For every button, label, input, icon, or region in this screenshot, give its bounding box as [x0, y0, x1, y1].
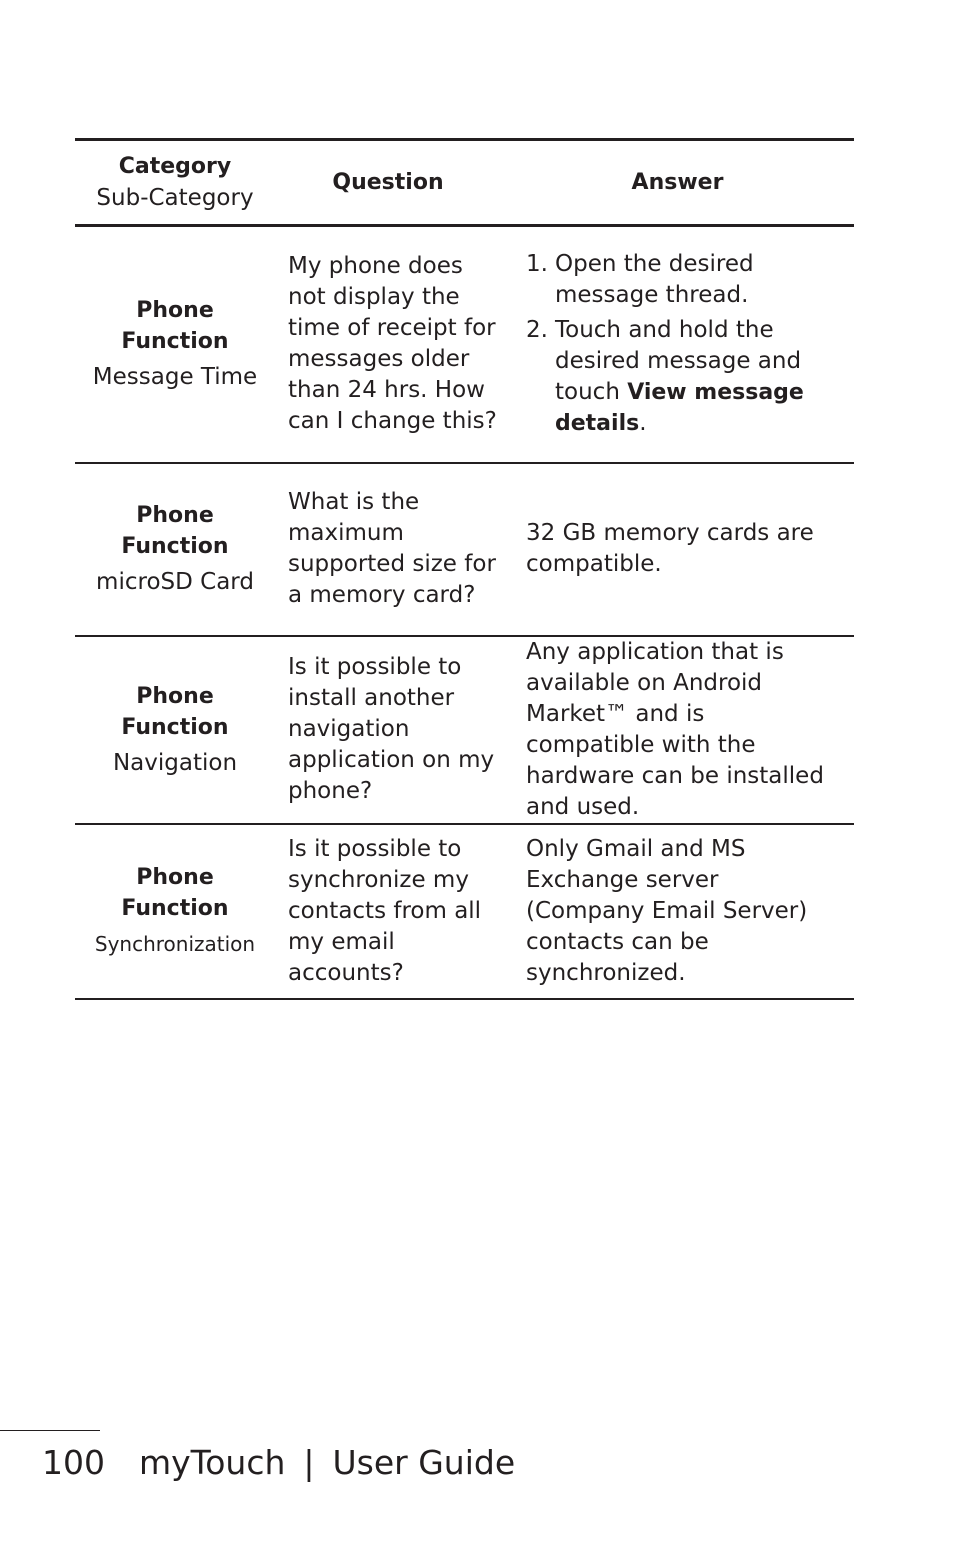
doc-title: User Guide: [332, 1443, 516, 1482]
category-label: Phone Function: [121, 298, 229, 355]
question-cell: [275, 636, 501, 824]
step-bold-command: View message details: [555, 380, 804, 437]
footer-rule: [0, 1430, 100, 1431]
answer-cell: [501, 463, 854, 636]
subcategory-label: microSD Card: [96, 569, 254, 595]
table-row: [75, 824, 854, 999]
step-number: 2.: [526, 317, 548, 344]
question-text: My phone does not display the time of receipt for messages older than 24 hrs. How can I change this?: [288, 253, 497, 435]
answer-cell: [501, 824, 854, 999]
table-row: [75, 226, 854, 463]
header-category: Category: [118, 154, 232, 179]
answer-cell: [501, 226, 854, 463]
subcategory-label: Synchronization: [94, 932, 256, 956]
category-cell: [75, 226, 275, 463]
subcategory-label: Navigation: [112, 749, 238, 776]
category-label: Phone Function: [121, 503, 229, 559]
question-cell: [275, 226, 501, 463]
header-answer-cell: [501, 140, 854, 226]
question-cell: [275, 824, 501, 999]
step-text: Open the desired message thread.: [555, 251, 754, 309]
question-text: Is it possible to synchronize my contacts from all my email accounts?: [288, 835, 482, 986]
page-footer: [42, 1440, 515, 1486]
category-label: Phone Function: [121, 683, 229, 740]
subcategory-label: Message Time: [92, 364, 258, 391]
answer-step: [526, 315, 836, 439]
step-number: 1.: [526, 251, 548, 278]
footer-separator: |: [303, 1443, 315, 1482]
step-text: Touch and hold the desired message and touch: [555, 317, 802, 406]
header-row: [75, 140, 854, 226]
page-number: 100: [42, 1443, 105, 1482]
answer-text: Any application that is available on Android Market™ and is compatible with the hardware can be installed and used.: [526, 638, 824, 820]
question-text: What is the maximum supported size for a memory card?: [288, 489, 496, 608]
header-question: Question: [332, 170, 444, 195]
header-answer: Answer: [631, 170, 724, 195]
answer-text: 32 GB memory cards are compatible.: [526, 520, 814, 577]
product-name: myTouch: [139, 1443, 286, 1482]
header-category-cell: [75, 140, 275, 226]
header-subcategory: Sub-Category: [96, 185, 254, 211]
answer-steps: [526, 249, 836, 439]
step-text-end: .: [639, 410, 647, 437]
table-row: [75, 636, 854, 824]
category-label: Phone Function: [121, 865, 229, 921]
faq-table: [75, 138, 854, 1000]
question-cell: [275, 463, 501, 636]
answer-cell: [501, 636, 854, 824]
category-cell: [75, 636, 275, 824]
table-row: [75, 463, 854, 636]
question-text: Is it possible to install another navigation application on my phone?: [288, 654, 495, 804]
category-cell: [75, 463, 275, 636]
header-question-cell: [275, 140, 501, 226]
answer-text: Only Gmail and MS Exchange server (Company Email Server) contacts can be synchronized.: [526, 835, 808, 986]
category-cell: [75, 824, 275, 999]
answer-step: [526, 249, 836, 311]
table-header: [75, 140, 854, 226]
